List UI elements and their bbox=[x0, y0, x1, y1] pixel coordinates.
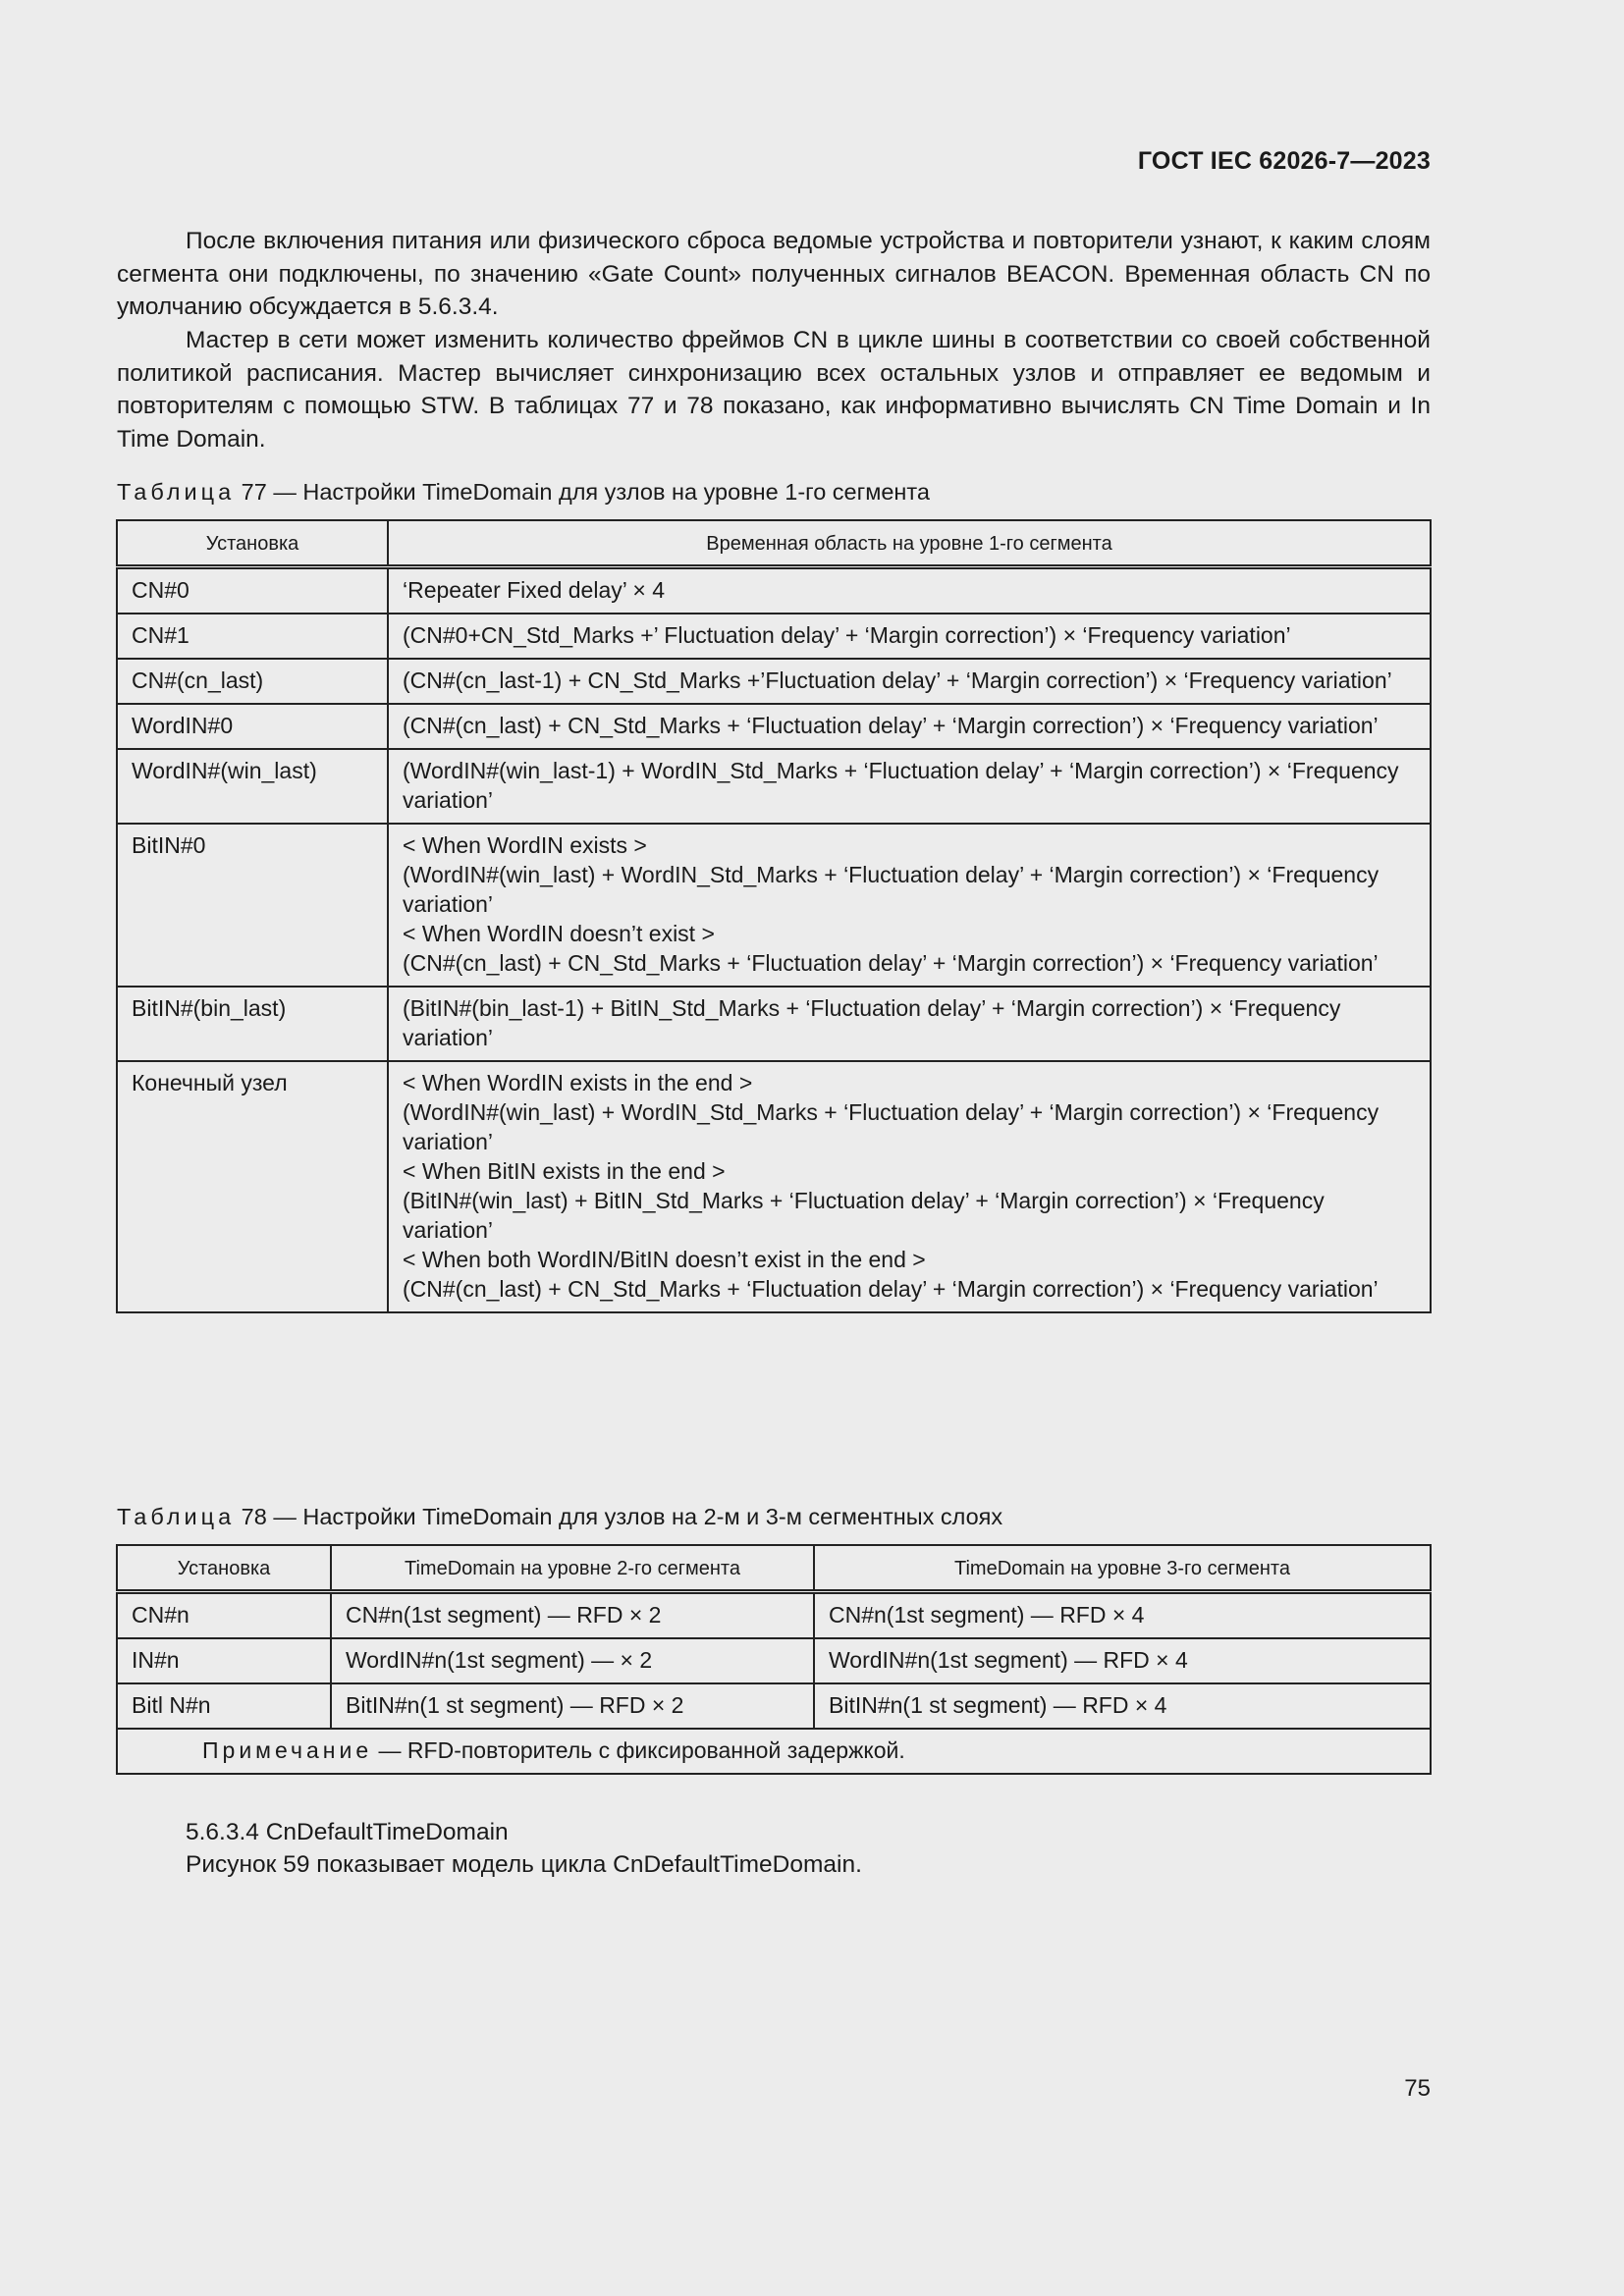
segment-2-cell: WordIN#n(1st segment) — × 2 bbox=[331, 1638, 814, 1683]
subsection-text: Рисунок 59 показывает модель цикла CnDefaultTimeDomain. bbox=[186, 1851, 862, 1878]
time-domain-cell bbox=[388, 1061, 1431, 1312]
table-78-header-row bbox=[117, 1545, 1431, 1592]
setting-cell: WordIN#0 bbox=[117, 704, 388, 749]
setting-cell: Конечный узел bbox=[117, 1061, 388, 1312]
formula-line: < When both WordIN/BitIN doesn’t exist in the end > bbox=[403, 1247, 926, 1272]
time-domain-cell bbox=[388, 614, 1431, 659]
formula-line: < When WordIN exists > bbox=[403, 832, 647, 858]
table-row bbox=[117, 824, 1431, 987]
table-78-header-setting: Установка bbox=[117, 1545, 331, 1592]
table-77 bbox=[116, 519, 1432, 1313]
table-row bbox=[117, 704, 1431, 749]
setting-cell: WordIN#(win_last) bbox=[117, 749, 388, 824]
formula-line: (CN#(cn_last) + CN_Std_Marks + ‘Fluctuation delay’ + ‘Margin correction’) × ‘Frequency variation’ bbox=[403, 950, 1379, 976]
formula-line: (CN#(cn_last-1) + CN_Std_Marks +’Fluctuation delay’ + ‘Margin correction’) × ‘Frequency variation’ bbox=[403, 667, 1392, 693]
table-row bbox=[117, 567, 1431, 614]
formula-line: < When WordIN doesn’t exist > bbox=[403, 921, 715, 946]
segment-2-cell: BitIN#n(1 st segment) — RFD × 2 bbox=[331, 1683, 814, 1729]
table-78-label: Таблица bbox=[117, 1504, 236, 1529]
time-domain-cell bbox=[388, 567, 1431, 614]
table-77-header-domain: Временная область на уровне 1-го сегмента bbox=[388, 520, 1431, 567]
table-row bbox=[117, 659, 1431, 704]
page-number: 75 bbox=[1404, 2075, 1431, 2102]
formula-line: (CN#0+CN_Std_Marks +’ Fluctuation delay’ + ‘Margin correction’) × ‘Frequency variation’ bbox=[403, 622, 1291, 648]
table-77-label: Таблица bbox=[117, 479, 236, 505]
formula-line: (BitIN#(win_last) + BitIN_Std_Marks + ‘Fluctuation delay’ + ‘Margin correction’) × ‘Frequency variation’ bbox=[403, 1188, 1325, 1243]
note-label: Примечание bbox=[202, 1737, 373, 1763]
time-domain-cell bbox=[388, 987, 1431, 1061]
table-row bbox=[117, 1592, 1431, 1639]
setting-cell: BitIN#(bin_last) bbox=[117, 987, 388, 1061]
setting-cell: CN#n bbox=[117, 1592, 331, 1639]
table-row bbox=[117, 1683, 1431, 1729]
segment-3-cell: WordIN#n(1st segment) — RFD × 4 bbox=[814, 1638, 1431, 1683]
setting-cell: CN#1 bbox=[117, 614, 388, 659]
segment-3-cell: BitIN#n(1 st segment) — RFD × 4 bbox=[814, 1683, 1431, 1729]
table-77-title: 77 — Настройки TimeDomain для узлов на уровне 1-го сегмента bbox=[235, 479, 930, 505]
table-row bbox=[117, 1638, 1431, 1683]
setting-cell: CN#(cn_last) bbox=[117, 659, 388, 704]
table-row bbox=[117, 749, 1431, 824]
table-78-caption bbox=[117, 1502, 1002, 1531]
table-78-note bbox=[117, 1729, 1431, 1774]
setting-cell: Bitl N#n bbox=[117, 1683, 331, 1729]
segment-3-cell: CN#n(1st segment) — RFD × 4 bbox=[814, 1592, 1431, 1639]
setting-cell: CN#0 bbox=[117, 567, 388, 614]
formula-line: (BitIN#(bin_last-1) + BitIN_Std_Marks + ‘Fluctuation delay’ + ‘Margin correction’) × ‘Frequency variation’ bbox=[403, 995, 1341, 1050]
setting-cell: IN#n bbox=[117, 1638, 331, 1683]
table-77-caption bbox=[117, 477, 930, 507]
standard-header: ГОСТ IEC 62026-7—2023 bbox=[1137, 147, 1431, 175]
table-78-note-row bbox=[117, 1729, 1431, 1774]
formula-line: ‘Repeater Fixed delay’ × 4 bbox=[403, 577, 665, 603]
time-domain-cell bbox=[388, 824, 1431, 987]
setting-cell: BitIN#0 bbox=[117, 824, 388, 987]
formula-line: < When WordIN exists in the end > bbox=[403, 1070, 753, 1095]
table-row bbox=[117, 1061, 1431, 1312]
time-domain-cell bbox=[388, 749, 1431, 824]
time-domain-cell bbox=[388, 704, 1431, 749]
table-row bbox=[117, 614, 1431, 659]
note-text: — RFD-повторитель с фиксированной задержкой. bbox=[372, 1737, 905, 1763]
table-78-body bbox=[117, 1592, 1431, 1730]
table-78-header-segment-3: TimeDomain на уровне 3-го сегмента bbox=[814, 1545, 1431, 1592]
formula-line: (WordIN#(win_last) + WordIN_Std_Marks + ‘Fluctuation delay’ + ‘Margin correction’) × ‘Frequency variation’ bbox=[403, 1099, 1380, 1154]
segment-2-cell: CN#n(1st segment) — RFD × 2 bbox=[331, 1592, 814, 1639]
table-78-title: 78 — Настройки TimeDomain для узлов на 2-м и 3-м сегментных слоях bbox=[235, 1504, 1003, 1529]
paragraph-2: Мастер в сети может изменить количество фреймов CN в цикле шины в соответствии со своей собственной политикой расписания. Мастер вычисляет синхронизацию всех остальных узлов и отправляет ее ведомым и повторителям с помощью STW. В таблицах 77 и 78 показано, как информативно вычислять CN Time Domain и In Time Domain. bbox=[117, 327, 1431, 453]
table-77-header-setting: Установка bbox=[117, 520, 388, 567]
formula-line: (WordIN#(win_last-1) + WordIN_Std_Marks + ‘Fluctuation delay’ + ‘Margin correction’) × ‘Frequency variation’ bbox=[403, 758, 1399, 813]
subsection-heading: 5.6.3.4 CnDefaultTimeDomain bbox=[186, 1819, 509, 1845]
table-78 bbox=[116, 1544, 1432, 1775]
table-77-body bbox=[117, 567, 1431, 1313]
formula-line: (WordIN#(win_last) + WordIN_Std_Marks + ‘Fluctuation delay’ + ‘Margin correction’) × ‘Frequency variation’ bbox=[403, 862, 1380, 917]
table-77-header-row bbox=[117, 520, 1431, 567]
formula-line: (CN#(cn_last) + CN_Std_Marks + ‘Fluctuation delay’ + ‘Margin correction’) × ‘Frequency variation’ bbox=[403, 1276, 1379, 1302]
formula-line: < When BitIN exists in the end > bbox=[403, 1158, 726, 1184]
table-row bbox=[117, 987, 1431, 1061]
formula-line: (CN#(cn_last) + CN_Std_Marks + ‘Fluctuation delay’ + ‘Margin correction’) × ‘Frequency variation’ bbox=[403, 713, 1379, 738]
paragraph-1: После включения питания или физического сброса ведомые устройства и повторители узнают, к каким слоям сегмента они подключены, по значению «Gate Count» полученных сигналов BEACON. Временная область CN по умолчанию обсуждается в 5.6.3.4. bbox=[117, 228, 1431, 320]
time-domain-cell bbox=[388, 659, 1431, 704]
table-78-header-segment-2: TimeDomain на уровне 2-го сегмента bbox=[331, 1545, 814, 1592]
